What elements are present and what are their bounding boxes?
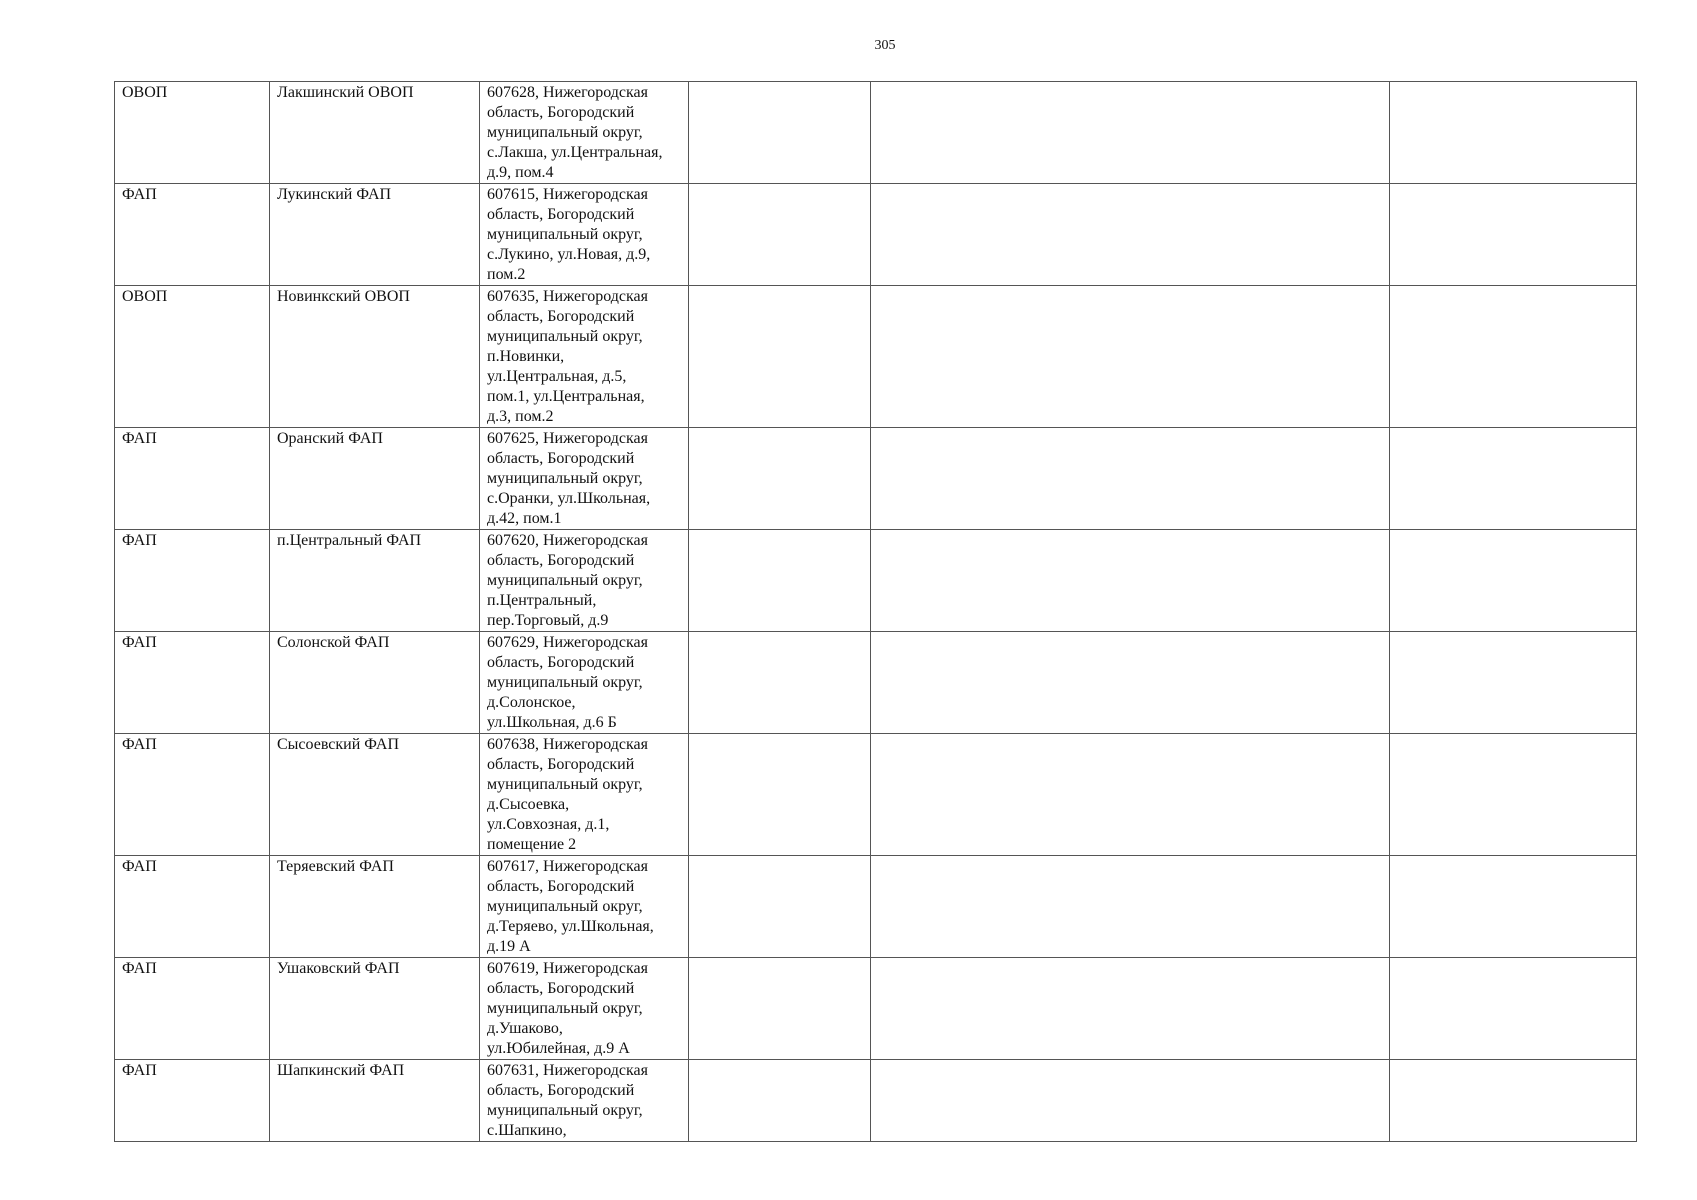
table-cell-col5 bbox=[871, 734, 1390, 856]
table-cell-col6 bbox=[1390, 530, 1637, 632]
facility-type-cell: ФАП bbox=[115, 1060, 270, 1142]
facility-address-cell: 607617, Нижегородская область, Богородский муниципальный округ, д.Теряево, ул.Школьная, д.19 А bbox=[480, 856, 689, 958]
table-cell-col6 bbox=[1390, 184, 1637, 286]
facility-type-cell: ФАП bbox=[115, 530, 270, 632]
facility-address-cell: 607619, Нижегородская область, Богородский муниципальный округ, д.Ушаково, ул.Юбилейная, д.9 А bbox=[480, 958, 689, 1060]
facility-address-cell: 607620, Нижегородская область, Богородский муниципальный округ, п.Центральный, пер.Торговый, д.9 bbox=[480, 530, 689, 632]
facility-name-cell: Ушаковский ФАП bbox=[270, 958, 480, 1060]
table-cell-col5 bbox=[871, 1060, 1390, 1142]
facility-type-cell: ОВОП bbox=[115, 286, 270, 428]
table-cell-col6 bbox=[1390, 286, 1637, 428]
facility-address-cell: 607625, Нижегородская область, Богородский муниципальный округ, с.Оранки, ул.Школьная, д.42, пом.1 bbox=[480, 428, 689, 530]
table-cell-col4 bbox=[689, 184, 871, 286]
facility-name-cell: Теряевский ФАП bbox=[270, 856, 480, 958]
table-cell-col5 bbox=[871, 856, 1390, 958]
table-row bbox=[115, 632, 1637, 734]
facility-name-cell: Новинкский ОВОП bbox=[270, 286, 480, 428]
facility-type-cell: ФАП bbox=[115, 632, 270, 734]
facility-address-cell: 607638, Нижегородская область, Богородский муниципальный округ, д.Сысоевка, ул.Совхозная, д.1, помещение 2 bbox=[480, 734, 689, 856]
table-row bbox=[115, 958, 1637, 1060]
facility-name-cell: п.Центральный ФАП bbox=[270, 530, 480, 632]
table-cell-col4 bbox=[689, 530, 871, 632]
facility-name-cell: Солонской ФАП bbox=[270, 632, 480, 734]
facility-address-cell: 607615, Нижегородская область, Богородский муниципальный округ, с.Лукино, ул.Новая, д.9, пом.2 bbox=[480, 184, 689, 286]
table-cell-col5 bbox=[871, 428, 1390, 530]
table-cell-col6 bbox=[1390, 1060, 1637, 1142]
facility-address-cell: 607628, Нижегородская область, Богородский муниципальный округ, с.Лакша, ул.Центральная, д.9, пом.4 bbox=[480, 82, 689, 184]
table-cell-col5 bbox=[871, 958, 1390, 1060]
facility-name-cell: Сысоевский ФАП bbox=[270, 734, 480, 856]
table-cell-col4 bbox=[689, 286, 871, 428]
facility-name-cell: Оранский ФАП bbox=[270, 428, 480, 530]
facility-type-cell: ФАП bbox=[115, 184, 270, 286]
table-cell-col5 bbox=[871, 286, 1390, 428]
table-cell-col5 bbox=[871, 184, 1390, 286]
facility-type-cell: ФАП bbox=[115, 428, 270, 530]
table-cell-col5 bbox=[871, 82, 1390, 184]
table-cell-col6 bbox=[1390, 734, 1637, 856]
table-row bbox=[115, 856, 1637, 958]
table-cell-col4 bbox=[689, 958, 871, 1060]
page-number: 305 bbox=[874, 38, 896, 53]
table-cell-col4 bbox=[689, 734, 871, 856]
table-cell-col6 bbox=[1390, 958, 1637, 1060]
facility-name-cell: Шапкинский ФАП bbox=[270, 1060, 480, 1142]
table-row bbox=[115, 82, 1637, 184]
facility-type-cell: ОВОП bbox=[115, 82, 270, 184]
table-row bbox=[115, 184, 1637, 286]
table-cell-col4 bbox=[689, 82, 871, 184]
table-cell-col6 bbox=[1390, 856, 1637, 958]
table-cell-col4 bbox=[689, 428, 871, 530]
table-row bbox=[115, 530, 1637, 632]
facility-type-cell: ФАП bbox=[115, 734, 270, 856]
table-cell-col6 bbox=[1390, 632, 1637, 734]
table-cell-col4 bbox=[689, 856, 871, 958]
facility-name-cell: Лукинский ФАП bbox=[270, 184, 480, 286]
table-row bbox=[115, 428, 1637, 530]
facility-name-cell: Лакшинский ОВОП bbox=[270, 82, 480, 184]
table-cell-col4 bbox=[689, 1060, 871, 1142]
facility-address-cell: 607635, Нижегородская область, Богородский муниципальный округ, п.Новинки, ул.Центральная, д.5, пом.1, ул.Центральная, д.3, пом.2 bbox=[480, 286, 689, 428]
table-cell-col5 bbox=[871, 530, 1390, 632]
facility-address-cell: 607629, Нижегородская область, Богородский муниципальный округ, д.Солонское, ул.Школьная, д.6 Б bbox=[480, 632, 689, 734]
facility-address-cell: 607631, Нижегородская область, Богородский муниципальный округ, с.Шапкино, bbox=[480, 1060, 689, 1142]
facilities-table bbox=[114, 81, 1637, 1142]
table-cell-col5 bbox=[871, 632, 1390, 734]
facility-type-cell: ФАП bbox=[115, 958, 270, 1060]
table-cell-col4 bbox=[689, 632, 871, 734]
table-row bbox=[115, 286, 1637, 428]
table-row bbox=[115, 1060, 1637, 1142]
table-cell-col6 bbox=[1390, 82, 1637, 184]
table-row bbox=[115, 734, 1637, 856]
table-cell-col6 bbox=[1390, 428, 1637, 530]
facility-type-cell: ФАП bbox=[115, 856, 270, 958]
